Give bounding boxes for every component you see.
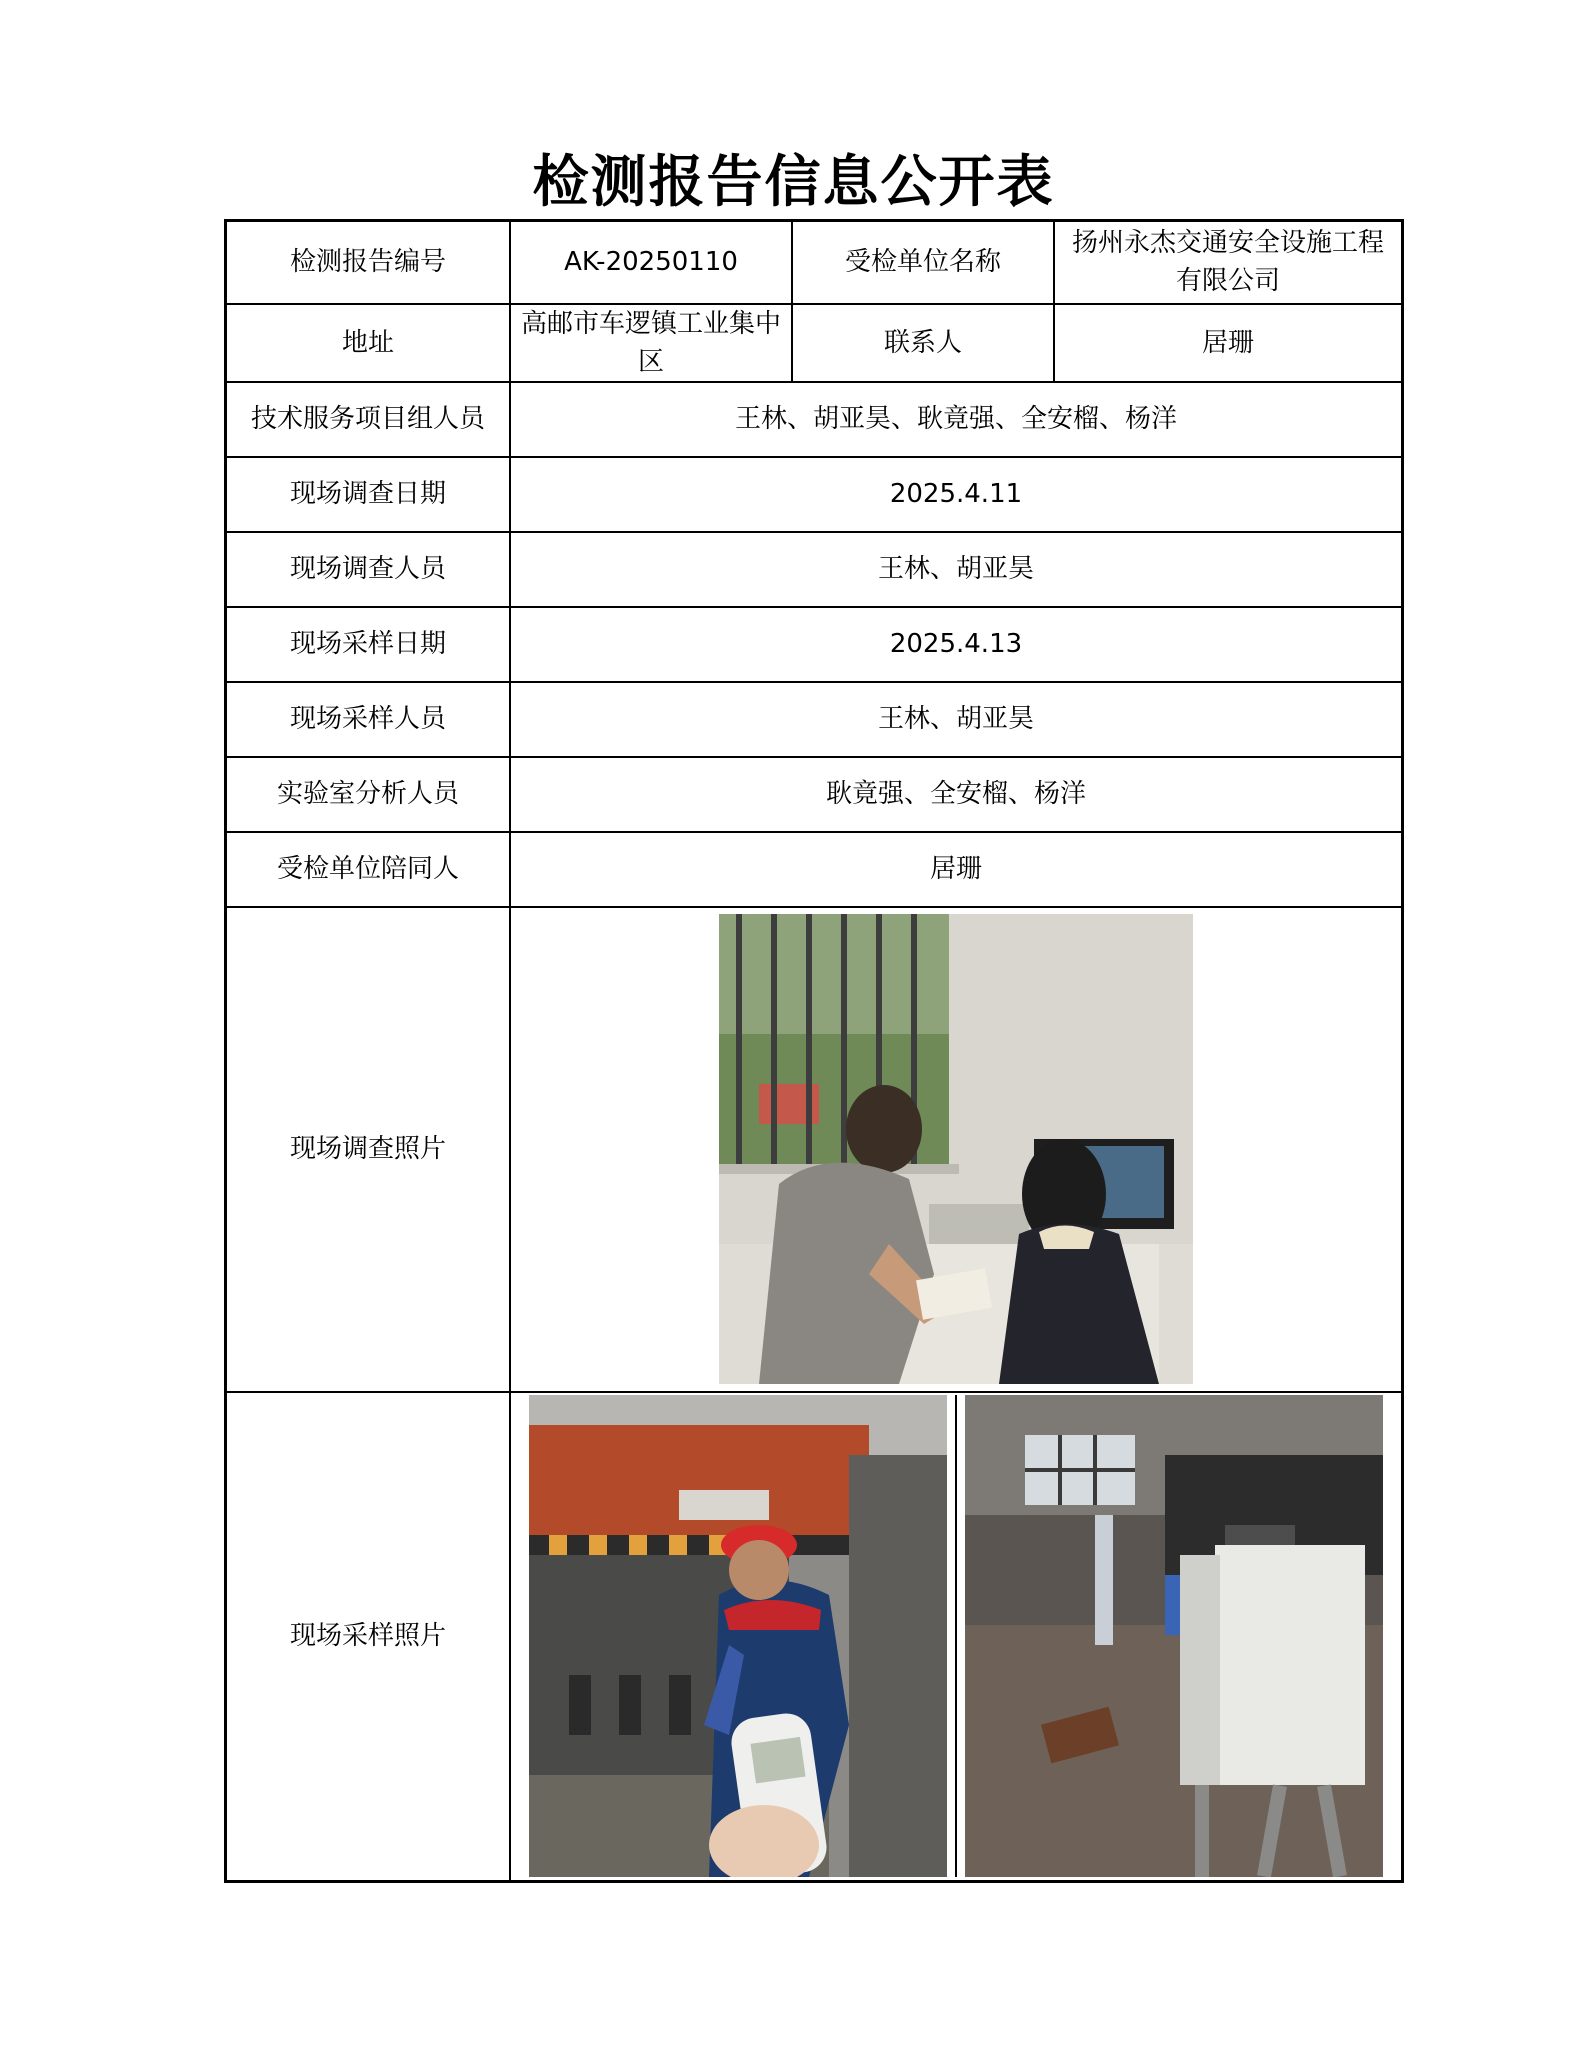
sampling-photo-label: 现场采样照片 [226,1392,511,1882]
table-row [226,1392,1403,1882]
survey-staff-value: 王林、胡亚昊 [510,532,1403,607]
sampling-photo-1-frame [521,1395,957,1877]
page-title: 检测报告信息公开表 [532,150,1055,215]
table-row [226,304,1403,382]
contact-label: 联系人 [792,304,1054,382]
survey-photo-label: 现场调查照片 [226,907,511,1392]
contact-value: 居珊 [1054,304,1403,382]
table-row [226,682,1403,757]
escort-value: 居珊 [510,832,1403,907]
survey-photo-cell [510,907,1403,1392]
sampling-staff-label: 现场采样人员 [226,682,511,757]
table-row [226,457,1403,532]
sampling-photo-2 [965,1395,1383,1877]
table-row [226,532,1403,607]
escort-label: 受检单位陪同人 [226,832,511,907]
unit-name-value: 扬州永杰交通安全设施工程有限公司 [1054,221,1403,304]
lab-staff-value: 耿竟强、全安榴、杨洋 [510,757,1403,832]
report-no-label: 检测报告编号 [226,221,511,304]
table-row [226,907,1403,1392]
report-no-value: AK-20250110 [510,221,792,304]
address-value: 高邮市车逻镇工业集中区 [510,304,792,382]
unit-name-label: 受检单位名称 [792,221,1054,304]
survey-date-label: 现场调查日期 [226,457,511,532]
address-label: 地址 [226,304,511,382]
table-row [226,607,1403,682]
survey-date-value: 2025.4.11 [510,457,1403,532]
team-label: 技术服务项目组人员 [226,382,511,457]
sampling-date-value: 2025.4.13 [510,607,1403,682]
sampling-photo-1 [529,1395,947,1877]
report-info-table [224,219,1404,1883]
sampling-date-label: 现场采样日期 [226,607,511,682]
table-row [226,832,1403,907]
sampling-staff-value: 王林、胡亚昊 [510,682,1403,757]
table-row [226,757,1403,832]
team-value: 王林、胡亚昊、耿竟强、全安榴、杨洋 [510,382,1403,457]
survey-staff-label: 现场调查人员 [226,532,511,607]
sampling-photo-cell [510,1392,1403,1882]
sampling-photo-pair [521,1395,1391,1877]
survey-photo [719,914,1193,1384]
table-row [226,382,1403,457]
sampling-photo-2-frame [957,1395,1391,1877]
table-row [226,221,1403,304]
lab-staff-label: 实验室分析人员 [226,757,511,832]
